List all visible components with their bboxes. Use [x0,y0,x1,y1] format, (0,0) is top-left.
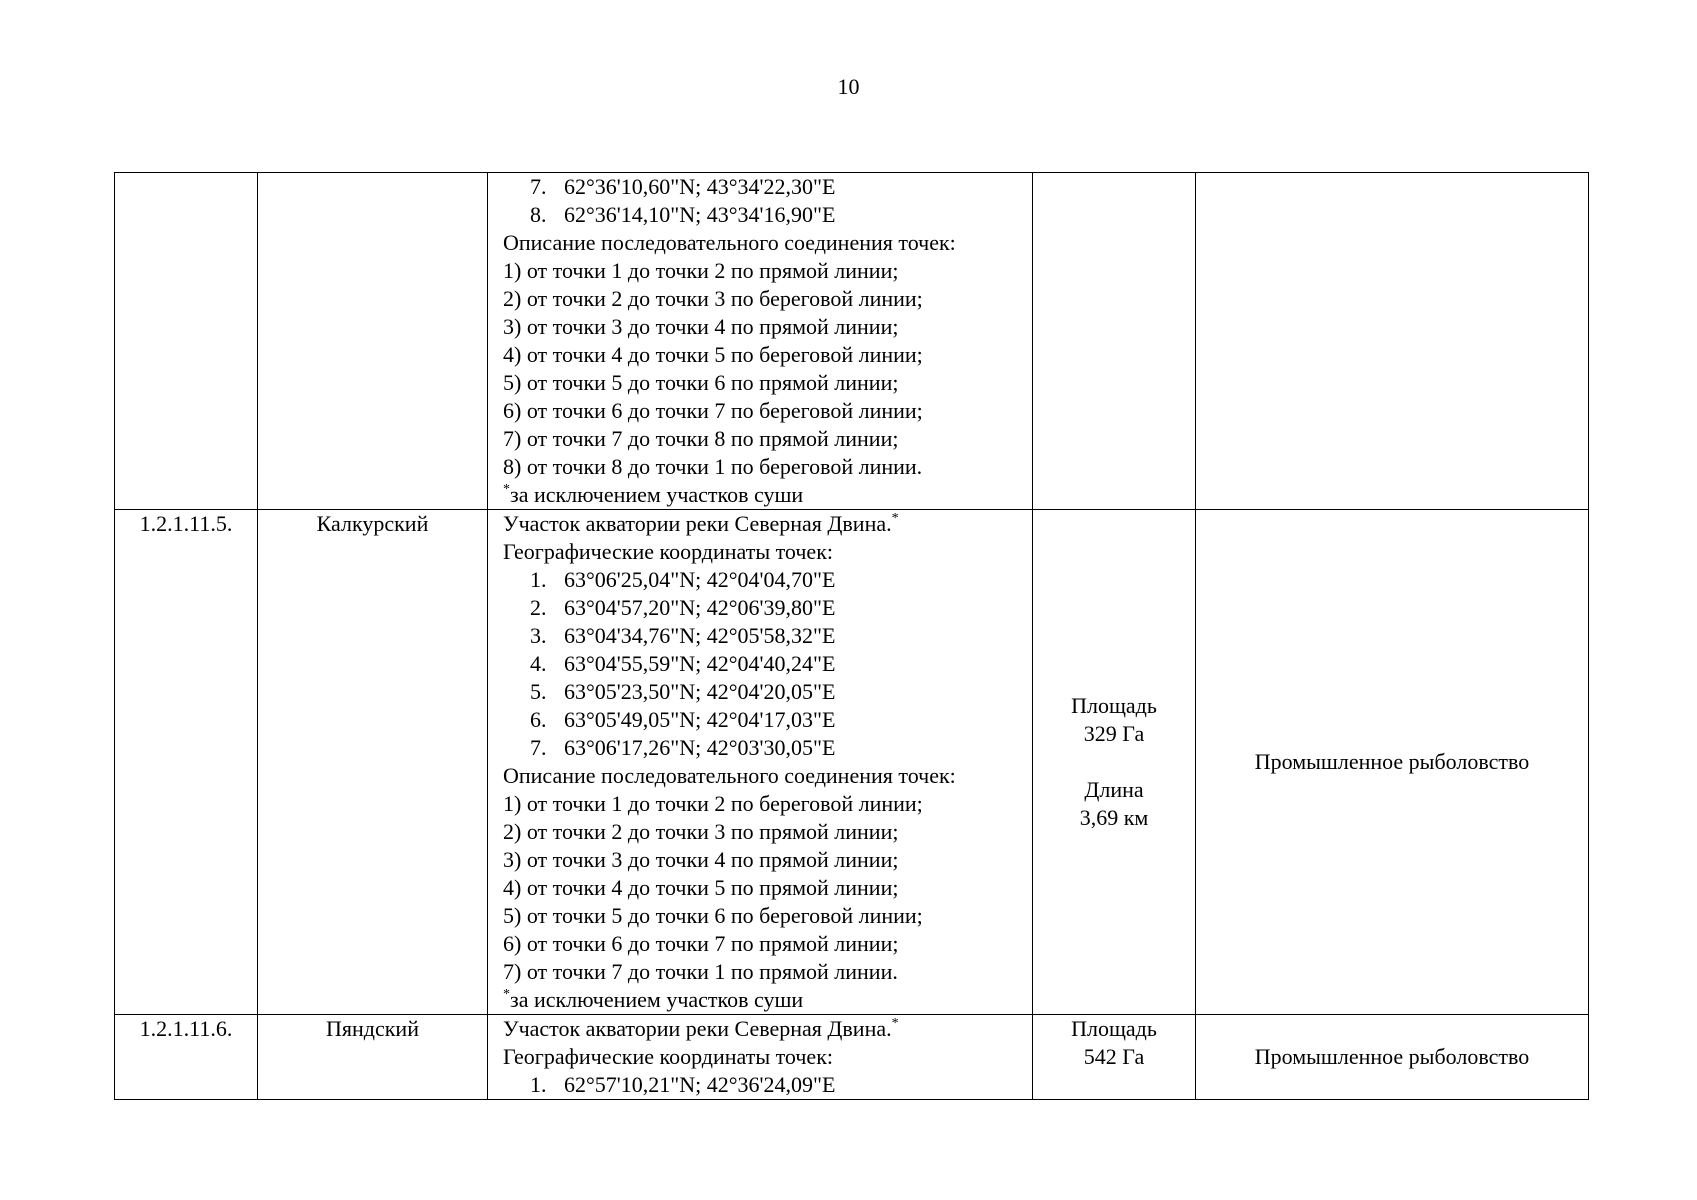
usage-cell: Промышленное рыболовство [1196,1015,1589,1100]
usage-cell: Промышленное рыболовство [1196,510,1589,1015]
row-number-cell: 1.2.1.11.5. [115,510,258,1015]
connection-title: Описание последовательного соединения точек: [503,230,956,255]
connection-line: 1) от точки 1 до точки 2 по прямой линии; [503,258,899,283]
coordinates-title: Географические координаты точек: [503,1044,833,1069]
connection-line: 3) от точки 3 до точки 4 по прямой линии; [503,847,899,872]
connection-line: 7) от точки 7 до точки 1 по прямой линии. [503,959,898,984]
usage-cell [1196,173,1589,510]
table-row [115,510,1589,1015]
footnote: *за исключением участков суши [503,482,804,507]
connection-line: 6) от точки 6 до точки 7 по прямой линии; [503,931,899,956]
connection-line: 3) от точки 3 до точки 4 по прямой линии; [503,314,899,339]
description-cell [488,173,1033,510]
coordinate-point: 7. 62°36'10,60"N; 43°34'22,30"E [530,174,836,199]
area-name-cell: Калкурский [258,510,488,1015]
connection-line: 6) от точки 6 до точки 7 по береговой линии; [503,398,923,423]
coordinate-point: 8. 62°36'14,10"N; 43°34'16,90"E [530,202,836,227]
length-value: 3,69 км [1079,805,1149,830]
coordinates-title: Географические координаты точек: [503,539,833,564]
connection-title: Описание последовательного соединения точек: [503,763,956,788]
coordinate-point: 7. 63°06'17,26"N; 42°03'30,05"E [530,735,836,760]
area-value: 329 Га [1083,721,1145,746]
fishing-areas-table [114,172,1589,1100]
coordinate-point: 1. 63°06'25,04"N; 42°04'04,70"E [530,567,836,592]
row-number-cell: 1.2.1.11.6. [115,1015,258,1100]
connection-line: 4) от точки 4 до точки 5 по прямой линии; [503,875,899,900]
table-row [115,173,1589,510]
table-row [115,1015,1589,1100]
area-cell [1033,510,1196,1015]
area-name-cell [258,173,488,510]
footnote: *за исключением участков суши [503,987,804,1012]
connection-line: 2) от точки 2 до точки 3 по береговой линии; [503,286,923,311]
row-number-cell [115,173,258,510]
connection-line: 7) от точки 7 до точки 8 по прямой линии; [503,426,899,451]
coordinate-point: 3. 63°04'34,76"N; 42°05'58,32"E [530,623,836,648]
connection-line: 2) от точки 2 до точки 3 по прямой линии; [503,819,899,844]
area-intro: Участок акватории реки Северная Двина.* [503,1016,899,1041]
description-cell [488,510,1033,1015]
area-intro: Участок акватории реки Северная Двина.* [503,511,899,536]
area-value: 542 Га [1083,1044,1145,1069]
area-cell [1033,1015,1196,1100]
connection-line: 8) от точки 8 до точки 1 по береговой линии. [503,454,923,479]
connection-line: 5) от точки 5 до точки 6 по прямой линии; [503,370,899,395]
description-cell [488,1015,1033,1100]
coordinate-point: 1. 62°57'10,21"N; 42°36'24,09"E [530,1072,836,1097]
page-number: 10 [837,74,860,99]
connection-line: 1) от точки 1 до точки 2 по береговой линии; [503,791,923,816]
coordinate-point: 4. 63°04'55,59"N; 42°04'40,24"E [530,651,836,676]
coordinate-point: 5. 63°05'23,50"N; 42°04'20,05"E [530,679,836,704]
coordinate-point: 2. 63°04'57,20"N; 42°06'39,80"E [530,595,836,620]
area-cell [1033,173,1196,510]
area-name-cell: Пяндский [258,1015,488,1100]
area-label: Площадь [1071,693,1157,718]
area-label: Площадь [1071,1016,1157,1041]
length-label: Длина [1084,777,1144,802]
coordinate-point: 6. 63°05'49,05"N; 42°04'17,03"E [530,707,836,732]
connection-line: 5) от точки 5 до точки 6 по береговой линии; [503,903,923,928]
connection-line: 4) от точки 4 до точки 5 по береговой линии; [503,342,923,367]
